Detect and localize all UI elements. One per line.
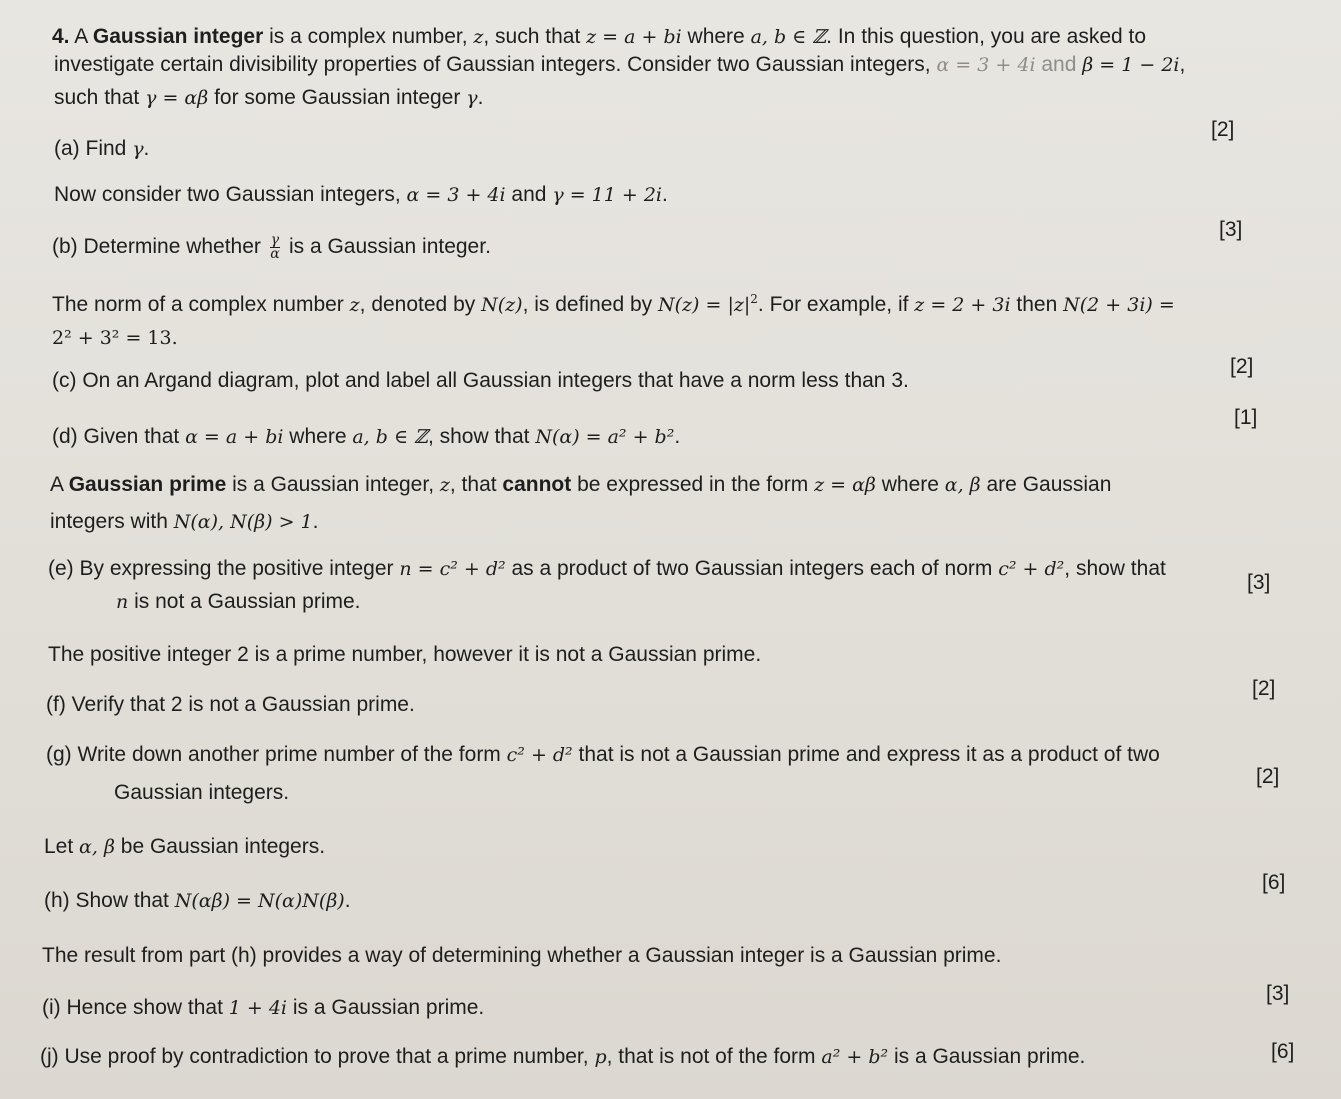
part-e-text: as a product of two Gaussian integers each of norm <box>505 557 999 580</box>
now-consider-text: . <box>662 183 668 206</box>
math-alpha-beta: α, β <box>944 474 981 496</box>
part-a-text: . <box>143 137 150 160</box>
prime-definition-line-2 <box>50 509 318 535</box>
prime-text: A <box>50 473 69 496</box>
part-b-marks: [3] <box>1219 218 1243 241</box>
part-e-text: , show that <box>1064 557 1166 580</box>
let-text: be Gaussian integers. <box>114 835 326 858</box>
part-f: (f) Verify that 2 is not a Gaussian prime. <box>46 693 415 716</box>
part-g-marks: [2] <box>1256 765 1280 788</box>
intro-text: such that <box>54 86 146 109</box>
part-i-text: (i) Hence show that <box>42 996 229 1019</box>
math-norm-example: N(2 + 3i) = <box>1063 294 1175 316</box>
math-z-example: z = 2 + 3i <box>914 294 1011 316</box>
intro-text: for some Gaussian integer <box>208 86 467 109</box>
math-norm-value: c² + d² <box>998 558 1065 580</box>
intro-text: , <box>1179 53 1186 76</box>
math-n: n <box>116 591 129 613</box>
part-h <box>44 888 351 914</box>
part-e-marks: [3] <box>1247 571 1271 594</box>
result-note: The result from part (h) provides a way of determining whether a Gaussian integer is a Gaussian prime. <box>42 944 1002 967</box>
math-n-def: n = c² + d² <box>399 558 506 580</box>
norm-text: then <box>1010 293 1064 316</box>
part-i-text: is a Gaussian prime. <box>287 996 485 1019</box>
fraction-gamma-over-alpha <box>270 234 280 261</box>
intro-line-1 <box>52 24 1146 50</box>
part-h-marks: [6] <box>1262 871 1286 894</box>
norm-text: The norm of a complex number <box>52 293 350 316</box>
intro-text: . In this question, you are asked to <box>826 25 1147 48</box>
norm-definition-line-1 <box>52 286 1175 318</box>
part-a-text: (a) Find <box>54 137 133 160</box>
part-f-marks: [2] <box>1252 677 1276 700</box>
intro-text: . <box>477 86 484 109</box>
math-alpha-def: α = a + bi <box>185 426 284 448</box>
math-alpha-def: α = 3 + 4i <box>936 54 1036 76</box>
math-z: z <box>349 294 360 316</box>
math-square: 2 <box>750 292 758 306</box>
prime-text: be expressed in the form <box>571 473 815 496</box>
part-d-text: , show that <box>427 425 536 448</box>
prime-text: . <box>312 510 319 533</box>
prime-text: , that <box>449 473 503 496</box>
prime-text: are Gaussian <box>980 473 1112 496</box>
fraction-denominator: α <box>270 246 280 262</box>
part-h-text: . <box>344 889 351 912</box>
intro-text: A <box>74 25 93 48</box>
part-j-marks: [6] <box>1271 1040 1295 1063</box>
intro-text: investigate certain divisibility properties of Gaussian integers. Consider two Gaussian integers, <box>54 53 937 76</box>
part-g-line-1 <box>46 742 1160 768</box>
part-j-text: is a Gaussian prime. <box>888 1045 1086 1068</box>
part-b-text: is a Gaussian integer. <box>283 235 491 259</box>
intro-line-2 <box>54 52 1185 78</box>
math-nz: N(z) <box>481 294 523 316</box>
term-gaussian-prime: Gaussian prime <box>68 473 227 496</box>
part-i-marks: [3] <box>1266 982 1290 1005</box>
math-z: z <box>439 474 450 496</box>
prime-text: is a Gaussian integer, <box>226 473 440 496</box>
intro-text: , such that <box>483 25 587 48</box>
part-c: (c) On an Argand diagram, plot and label all Gaussian integers that have a norm less than 3. <box>52 369 909 392</box>
intro-line-3 <box>54 85 483 111</box>
math-gamma-def: γ = αβ <box>145 87 209 109</box>
norm-text: . For example, if <box>757 293 915 316</box>
part-d <box>52 424 680 450</box>
part-b-text: (b) Determine whether <box>52 235 267 259</box>
intro-text: and <box>1035 53 1083 76</box>
part-d-text: (d) Given that <box>52 425 186 448</box>
now-consider-text: and <box>505 183 553 206</box>
part-e-text: is not a Gaussian prime. <box>128 590 361 613</box>
math-norm-def: N(z) = |z| <box>657 294 751 316</box>
math-one-plus-four-i: 1 + 4i <box>228 997 288 1019</box>
math-sum-of-squares: a² + b² <box>821 1046 889 1068</box>
question-number: 4. <box>52 25 70 48</box>
norm-definition-line-2: 2² + 3² = 13. <box>52 327 178 349</box>
math-gamma: γ <box>132 138 144 160</box>
fraction-numerator: γ <box>270 232 280 248</box>
math-ab-in-z: a, b ∈ ℤ <box>352 426 428 448</box>
part-b <box>52 234 491 261</box>
part-j-text: , that is not of the form <box>606 1045 822 1068</box>
prime-text: where <box>875 473 945 496</box>
math-sum-of-squares: c² + d² <box>506 744 573 766</box>
part-j <box>40 1044 1085 1070</box>
part-h-text: (h) Show that <box>44 889 175 912</box>
norm-text: , denoted by <box>359 293 482 316</box>
now-consider-text: Now consider two Gaussian integers, <box>54 183 407 206</box>
prime-definition-line-1 <box>50 472 1111 498</box>
part-d-text: where <box>283 425 353 448</box>
let-text: Let <box>44 835 80 858</box>
norm-text: , is defined by <box>522 293 658 316</box>
part-g-text: (g) Write down another prime number of the form <box>46 743 507 766</box>
math-alpha: α = 3 + 4i <box>406 184 506 206</box>
math-p: p <box>594 1046 607 1068</box>
math-ab-in-z: a, b ∈ ℤ <box>750 26 827 48</box>
math-norm-product: N(αβ) = N(α)N(β) <box>174 890 345 912</box>
part-e-text: (e) By expressing the positive integer <box>48 557 400 580</box>
part-g-line-2: Gaussian integers. <box>114 781 290 804</box>
part-c-marks: [2] <box>1230 355 1254 378</box>
part-a <box>54 136 149 162</box>
part-i <box>42 995 484 1021</box>
intro-text: is a complex number, <box>263 25 474 48</box>
math-norm-condition: N(α), N(β) > 1 <box>173 511 313 533</box>
term-gaussian-integer: Gaussian integer <box>92 25 264 48</box>
math-z-def: z = a + bi <box>586 26 682 48</box>
two-prime-note: The positive integer 2 is a prime number, however it is not a Gaussian prime. <box>48 643 762 666</box>
part-g-text: that is not a Gaussian prime and express it as a product of two <box>572 743 1160 766</box>
part-j-text: (j) Use proof by contradiction to prove that a prime number, <box>40 1045 595 1068</box>
prime-text: integers with <box>50 510 174 533</box>
intro-text: where <box>681 25 751 48</box>
math-beta-def: β = 1 − 2i <box>1082 54 1180 76</box>
math-gamma: γ <box>466 87 478 109</box>
part-d-marks: [1] <box>1234 406 1258 429</box>
part-e-line-1 <box>48 556 1166 582</box>
let-line <box>44 834 325 860</box>
math-alpha-beta: α, β <box>79 836 115 858</box>
math-z: z <box>473 26 484 48</box>
now-consider-line <box>54 182 668 208</box>
math-z-alpha-beta: z = αβ <box>814 474 876 496</box>
math-norm-alpha: N(α) = a² + b² <box>535 426 675 448</box>
math-gamma-value: γ = 11 + 2i <box>552 184 663 206</box>
part-d-text: . <box>674 425 681 448</box>
part-a-marks: [2] <box>1211 118 1235 141</box>
part-e-line-2 <box>116 589 361 615</box>
term-cannot: cannot <box>502 473 572 496</box>
